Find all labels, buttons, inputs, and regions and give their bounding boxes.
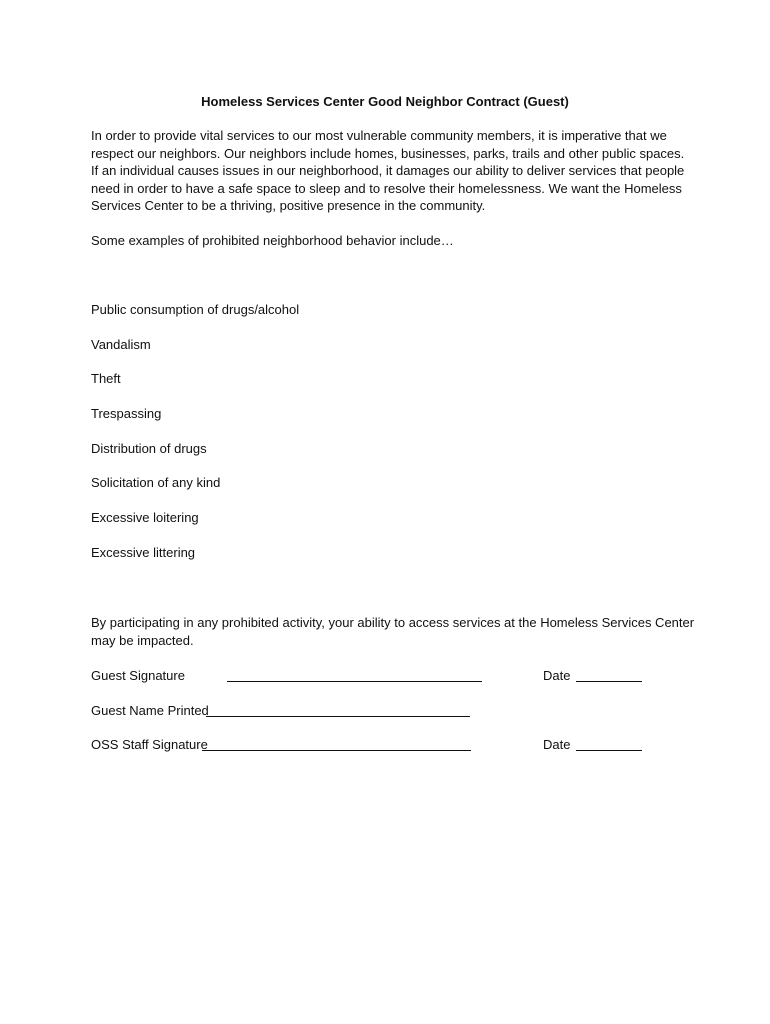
staff-date-line[interactable] — [576, 750, 642, 751]
examples-heading: Some examples of prohibited neighborhood behavior include… — [91, 233, 454, 248]
intro-line: If an individual causes issues in our neighborhood, it damages our ability to deliver services that people — [91, 163, 685, 178]
staff-signature-label: OSS Staff Signature — [91, 737, 208, 752]
staff-date-label: Date — [543, 737, 571, 752]
list-item: Distribution of drugs — [91, 440, 207, 456]
prohibited-behavior-list — [91, 301, 299, 579]
intro-paragraph — [91, 127, 691, 215]
guest-name-printed-label: Guest Name Printed — [91, 703, 209, 718]
document-title: Homeless Services Center Good Neighbor Contract (Guest) — [201, 94, 569, 109]
list-item: Public consumption of drugs/alcohol — [91, 302, 300, 317]
guest-date-line[interactable] — [576, 681, 642, 682]
list-item: Solicitation of any kind — [91, 475, 221, 491]
list-item: Theft — [91, 371, 121, 387]
staff-signature-line[interactable] — [202, 750, 471, 751]
list-item: Vandalism — [91, 336, 151, 352]
closing-paragraph — [91, 614, 711, 649]
intro-line: In order to provide vital services to our most vulnerable community members, it is imperative that we — [91, 128, 667, 143]
intro-line: need in order to have a safe space to sleep and to resolve their homelessness. We want the Homeless — [91, 180, 682, 196]
guest-name-printed-line[interactable] — [206, 716, 470, 717]
closing-line: may be impacted. — [91, 632, 194, 648]
guest-signature-line[interactable] — [227, 681, 482, 682]
guest-date-label: Date — [543, 668, 571, 683]
list-item: Trespassing — [91, 406, 162, 422]
closing-line: By participating in any prohibited activity, your ability to access services at the Homeless Services Center — [91, 615, 695, 630]
list-item: Excessive littering — [91, 544, 196, 560]
list-item: Excessive loitering — [91, 510, 199, 526]
guest-signature-label: Guest Signature — [91, 668, 185, 683]
intro-line: Services Center to be a thriving, positive presence in the community. — [91, 198, 486, 213]
intro-line: respect our neighbors. Our neighbors include homes, businesses, parks, trails and other public spaces. — [91, 145, 685, 161]
